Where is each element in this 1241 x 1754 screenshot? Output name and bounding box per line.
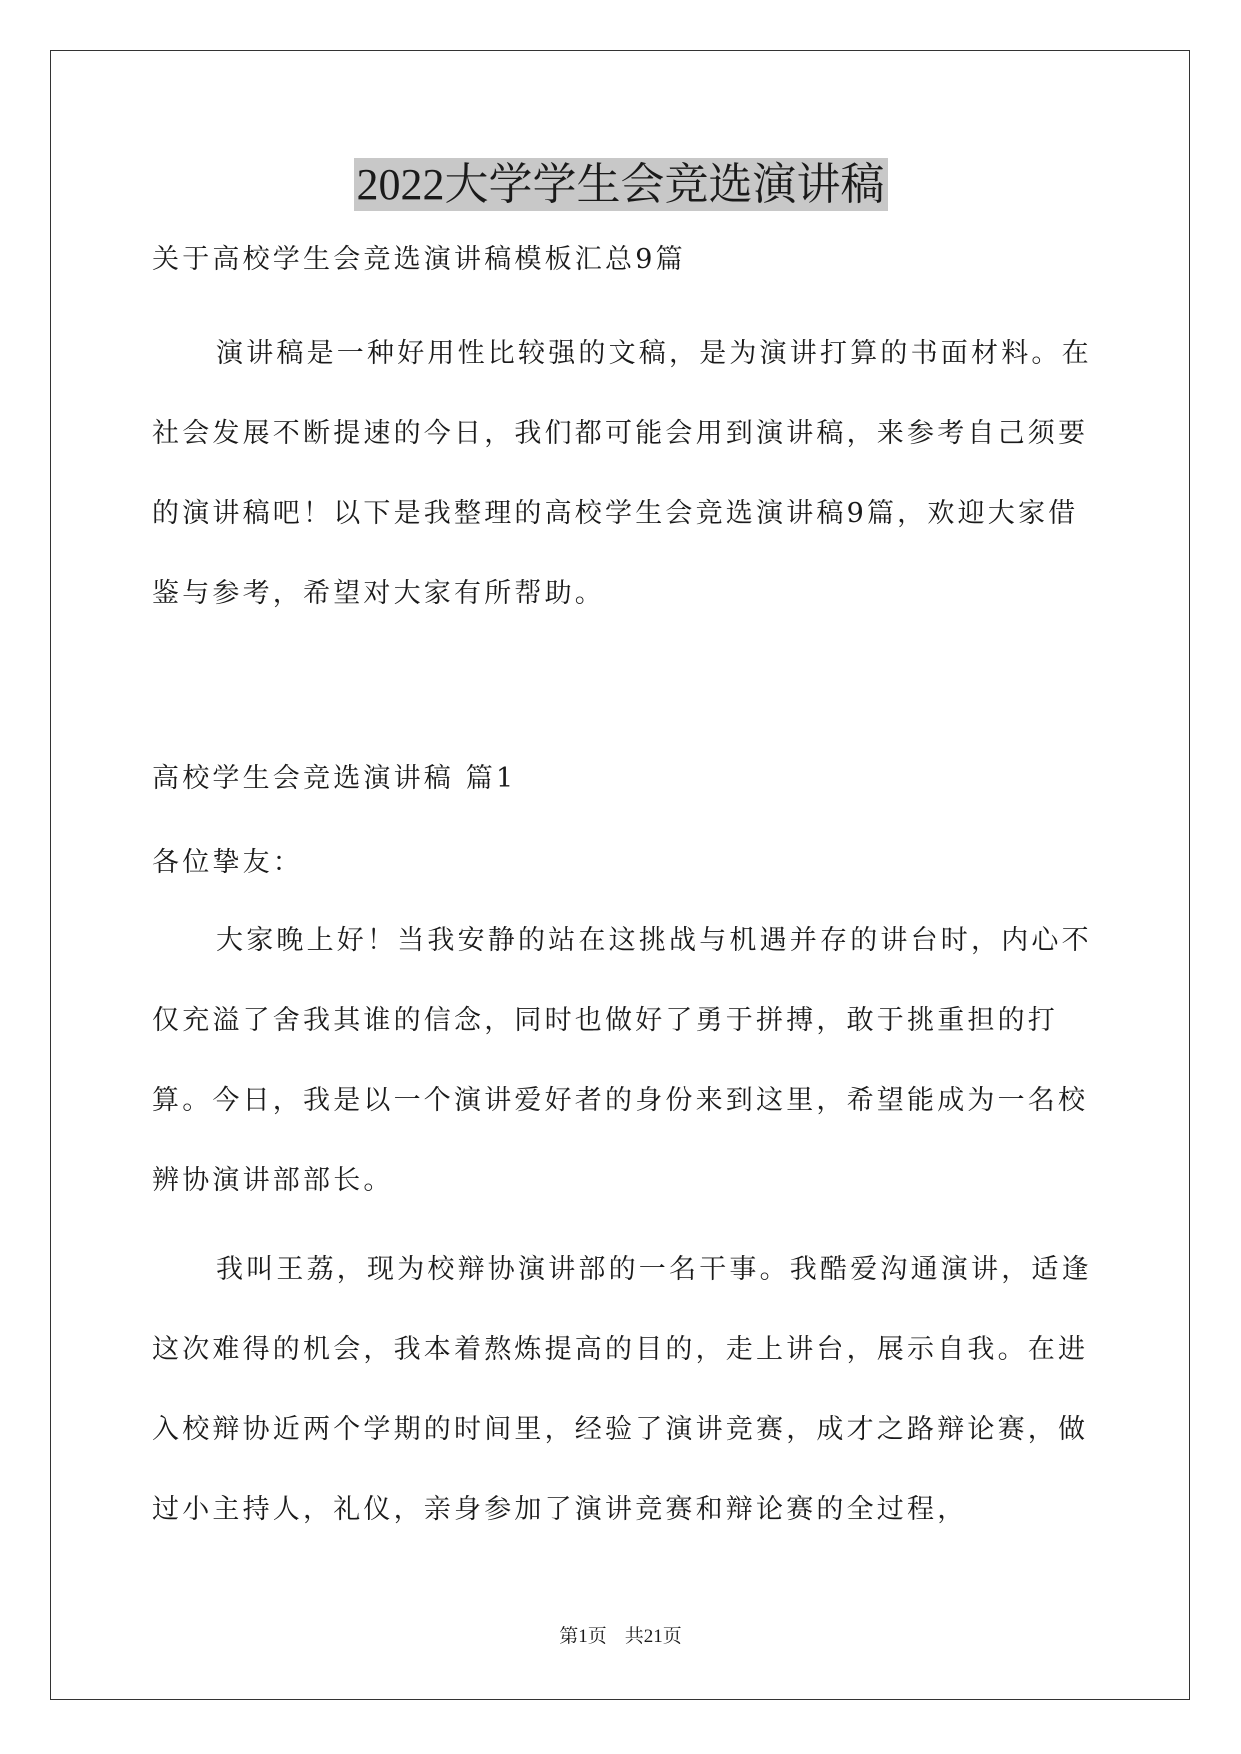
intro-paragraph: 演讲稿是一种好用性比较强的文稿，是为演讲打算的书面材料。在社会发展不断提速的今日，我们都可能会用到演讲稿，来参考自己须要的演讲稿吧！以下是我整理的高校学生会竞选演讲稿9篇，欢迎大家借鉴与参考，希望对大家有所帮助。 xyxy=(152,338,1092,609)
document-title-text: 2022大学学生会竞选演讲稿 xyxy=(354,158,888,211)
section-heading: 高校学生会竞选演讲稿 篇1 xyxy=(152,763,517,794)
body-paragraph-1: 大家晚上好！当我安静的站在这挑战与机遇并存的讲台时，内心不仅充溢了舍我其谁的信念，同时也做好了勇于拼搏，敢于挑重担的打算。今日，我是以一个演讲爱好者的身份来到这里，希望能成为一名校辨协演讲部部长。 xyxy=(152,925,1092,1196)
salutation: 各位挚友： xyxy=(152,847,303,878)
page-total: 共21页 xyxy=(624,1626,682,1647)
document-title xyxy=(0,155,1241,215)
document-subtitle: 关于高校学生会竞选演讲稿模板汇总9篇 xyxy=(152,244,686,275)
page-footer xyxy=(0,1625,1241,1649)
body-paragraph-2: 我叫王荔，现为校辩协演讲部的一名干事。我酷爱沟通演讲，适逢这次难得的机会，我本着熬炼提高的目的，走上讲台，展示自我。在进入校辩协近两个学期的时间里，经验了演讲竞赛，成才之路辩论赛，做过小主持人，礼仪，亲身参加了演讲竞赛和辩论赛的全过程， xyxy=(152,1254,1092,1525)
page-number: 第1页 xyxy=(559,1626,607,1647)
